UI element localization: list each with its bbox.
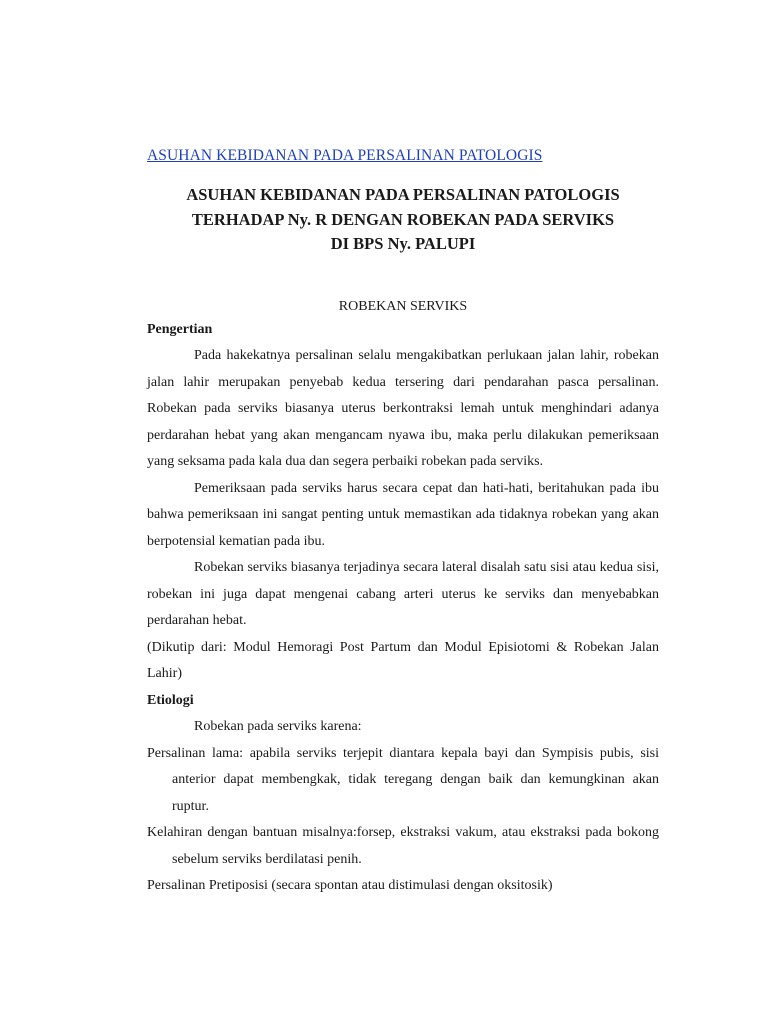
main-title-line-3: DI BPS Ny. PALUPI — [330, 234, 476, 253]
main-title-line-2: TERHADAP Ny. R DENGAN ROBEKAN PADA SERVIKS — [191, 209, 615, 229]
pengertian-paragraph-1: Pada hakekatnya persalinan selalu mengakibatkan perlukaan jalan lahir, robekan jalan lahir merupakan penyebab kedua tersering dari pendarahan pasca persalinan. Robekan pada serviks biasanya uterus berkontraksi lemah untuk menghindari adanya perdarahan hebat yang akan mengancam nyawa ibu, maka perlu dilakukan pemeriksaan yang seksama pada kala dua dan segera perbaiki robekan pada serviks. — [147, 348, 659, 469]
document-main-title — [147, 183, 659, 257]
pengertian-heading: Pengertian — [147, 321, 213, 337]
main-title-line-1: ASUHAN KEBIDANAN PADA PERSALINAN PATOLOGIS — [186, 185, 620, 204]
etiologi-item-3: Persalinan Pretiposisi (secara spontan atau distimulasi dengan oksitosik) — [147, 878, 553, 893]
pengertian-paragraph-2: Pemeriksaan pada serviks harus secara cepat dan hati-hati, beritahukan pada ibu bahwa pemeriksaan ini sangat penting untuk memastikan ada tidaknya robekan yang akan berpotensial kematian pada ibu. — [147, 480, 659, 549]
pengertian-paragraph-3: Robekan serviks biasanya terjadinya secara lateral disalah satu sisi atau kedua sisi, robekan ini juga dapat mengenai cabang arteri uterus ke serviks dan menyebabkan perdarahan hebat. — [147, 560, 659, 628]
citation-paragraph: (Dikutip dari: Modul Hemoragi Post Partum dan Modul Episiotomi & Robekan Jalan Lahir) — [147, 639, 659, 681]
etiologi-item-1: Persalinan lama: apabila serviks terjepit diantara kepala bayi dan Sympisis pubis, sisi anterior dapat membengkak, tidak teregang dengan baik dan kemungkinan akan ruptur. — [147, 745, 659, 814]
etiologi-intro: Robekan pada serviks karena: — [194, 719, 362, 734]
etiologi-heading: Etiologi — [147, 692, 194, 708]
document-page — [147, 145, 659, 900]
etiologi-item-2: Kelahiran dengan bantuan misalnya:forsep, ekstraksi vakum, atau ekstraksi pada bokong sebelum serviks berdilatasi penih. — [147, 825, 659, 867]
document-link-title[interactable]: ASUHAN KEBIDANAN PADA PERSALINAN PATOLOGIS — [147, 147, 543, 164]
section-title: ROBEKAN SERVIKS — [338, 298, 468, 314]
